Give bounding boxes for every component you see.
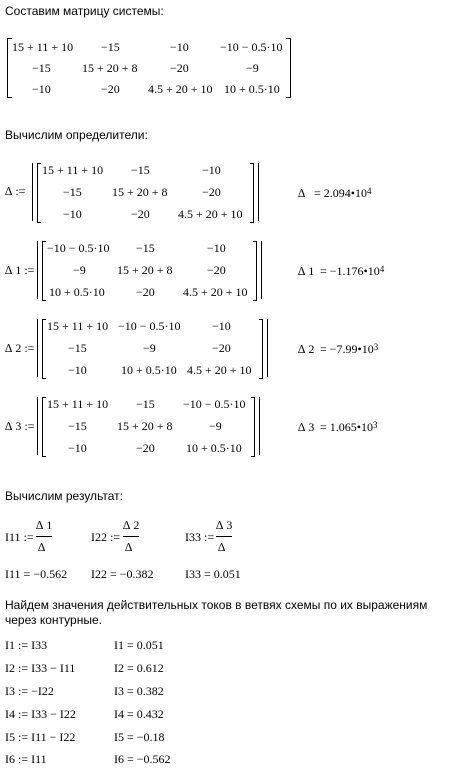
heading-result: Вычислим результат: bbox=[5, 489, 123, 503]
det-bracket-right bbox=[259, 319, 263, 379]
det-cell: −20 bbox=[136, 285, 155, 299]
heading-system-matrix: Составим матрицу системы: bbox=[5, 4, 164, 18]
heading-branch-line2: через контурные. bbox=[5, 613, 102, 627]
det-cell: 10 + 0.5·10 bbox=[121, 363, 177, 377]
determinant-result: = $1.065•10^3$ bbox=[320, 420, 378, 434]
det-cell: 15 + 11 + 10 bbox=[42, 163, 104, 177]
branch-val-i6: I6 = −0.562 bbox=[114, 752, 171, 766]
det-bracket-left bbox=[42, 397, 46, 457]
det-cell: −15 bbox=[136, 397, 155, 411]
fraction-numerator: ∆ 1 bbox=[36, 518, 53, 532]
heading-branch-line1: Найдем значения действительных токов в ветвях схемы по их выражениям bbox=[5, 598, 428, 612]
determinant-result-name: ∆ 3 bbox=[298, 420, 315, 434]
det-cell: −9 bbox=[73, 263, 86, 277]
fraction-line bbox=[36, 536, 52, 537]
det-cell: −15 bbox=[136, 241, 155, 255]
determinant-result-name: ∆ 2 bbox=[298, 342, 315, 356]
matrix-cell: −15 bbox=[32, 61, 51, 75]
branch-val-i5: I5 = −0.18 bbox=[114, 730, 165, 744]
det-bracket-left bbox=[42, 241, 46, 301]
determinant-label: ∆ 2 := bbox=[5, 341, 35, 355]
determinant-result: = $-1.176•10^4$ bbox=[320, 264, 385, 278]
matrix-cell: 10 + 0.5·10 bbox=[224, 82, 280, 96]
det-cell: −10 bbox=[202, 163, 221, 177]
det-cell: 15 + 20 + 8 bbox=[117, 263, 173, 277]
det-bar-right-outer bbox=[267, 319, 268, 377]
det-cell: 15 + 11 + 10 bbox=[47, 319, 109, 333]
fraction-lhs: I33 := bbox=[185, 530, 215, 544]
det-bar-right-outer bbox=[261, 241, 262, 299]
branch-def-i3: I3 := −I22 bbox=[5, 684, 54, 698]
det-cell: −10 − 0.5·10 bbox=[183, 397, 246, 411]
determinant-result: = $2.094•10^4$ bbox=[314, 186, 372, 200]
det-cell: 15 + 11 + 10 bbox=[47, 397, 109, 411]
det-cell: −10 bbox=[68, 363, 87, 377]
matrix-cell: −20 bbox=[170, 61, 189, 75]
branch-def-i4: I4 := I33 − I22 bbox=[5, 707, 76, 721]
fraction-lhs: I11 := bbox=[5, 530, 34, 544]
fraction-denominator: ∆ bbox=[38, 540, 46, 554]
fraction-numerator: ∆ 2 bbox=[123, 518, 140, 532]
det-cell: 15 + 20 + 8 bbox=[117, 419, 173, 433]
heading-determinants: Вычислим определители: bbox=[5, 128, 148, 142]
matrix-cell: 15 + 11 + 10 bbox=[12, 40, 74, 54]
matrix-bracket-right bbox=[286, 38, 291, 98]
det-cell: −15 bbox=[68, 341, 87, 355]
det-bar-left-outer bbox=[37, 397, 38, 455]
det-cell: −15 bbox=[63, 185, 82, 199]
det-cell: −20 bbox=[131, 207, 150, 221]
det-bracket-right bbox=[253, 241, 257, 301]
fraction-denominator: ∆ bbox=[218, 540, 226, 554]
det-bracket-left bbox=[37, 163, 41, 223]
branch-def-i5: I5 := I11 − I22 bbox=[5, 730, 76, 744]
branch-val-i4: I4 = 0.432 bbox=[114, 707, 164, 721]
det-cell: −20 bbox=[212, 341, 231, 355]
matrix-cell: 4.5 + 20 + 10 bbox=[148, 82, 213, 96]
det-cell: −10 bbox=[68, 441, 87, 455]
loop-result-i22: I22 = −0.382 bbox=[91, 567, 154, 581]
branch-def-i6: I6 := I11 bbox=[5, 752, 47, 766]
determinant-label: ∆ 3 := bbox=[5, 419, 35, 433]
branch-val-i3: I3 = 0.382 bbox=[114, 684, 164, 698]
det-cell: −10 − 0.5·10 bbox=[118, 319, 181, 333]
det-cell: 15 + 20 + 8 bbox=[112, 185, 168, 199]
det-cell: −10 bbox=[63, 207, 82, 221]
det-cell: −10 bbox=[212, 319, 231, 333]
branch-def-i1: I1 := I33 bbox=[5, 638, 48, 652]
det-cell: −15 bbox=[68, 419, 87, 433]
determinant-label: ∆ := bbox=[5, 184, 26, 198]
det-cell: −9 bbox=[209, 419, 222, 433]
matrix-cell: −10 bbox=[32, 82, 51, 96]
det-bracket-right bbox=[251, 397, 255, 457]
fraction-line bbox=[216, 536, 232, 537]
fraction-denominator: ∆ bbox=[125, 540, 133, 554]
matrix-cell: −10 − 0.5·10 bbox=[220, 40, 283, 54]
det-cell: 4.5 + 20 + 10 bbox=[178, 207, 243, 221]
det-bar-right-outer bbox=[259, 397, 260, 455]
det-cell: −10 − 0.5·10 bbox=[47, 241, 110, 255]
det-cell: −15 bbox=[131, 163, 150, 177]
branch-def-i2: I2 := I33 − I11 bbox=[5, 661, 76, 675]
loop-result-i33: I33 = 0.051 bbox=[185, 567, 241, 581]
det-bar-left-outer bbox=[37, 241, 38, 299]
fraction-numerator: ∆ 3 bbox=[216, 518, 233, 532]
det-cell: 10 + 0.5·10 bbox=[49, 285, 105, 299]
fraction-line bbox=[123, 536, 139, 537]
determinant-result-name: ∆ 1 bbox=[298, 264, 315, 278]
det-cell: −20 bbox=[136, 441, 155, 455]
matrix-cell: −20 bbox=[101, 82, 120, 96]
det-bracket-right bbox=[250, 163, 254, 223]
det-bar-right-outer bbox=[258, 163, 259, 221]
det-bar-left-outer bbox=[37, 319, 38, 377]
det-cell: −20 bbox=[202, 185, 221, 199]
det-cell: −10 bbox=[207, 241, 226, 255]
branch-val-i2: I2 = 0.612 bbox=[114, 661, 164, 675]
determinant-result: = $-7.99•10^3$ bbox=[320, 342, 379, 356]
matrix-cell: −10 bbox=[170, 40, 189, 54]
det-bar-left-outer bbox=[32, 163, 33, 221]
det-cell: 4.5 + 20 + 10 bbox=[183, 285, 248, 299]
fraction-lhs: I22 := bbox=[91, 530, 121, 544]
det-cell: −9 bbox=[143, 341, 156, 355]
determinant-label: ∆ 1 := bbox=[5, 263, 35, 277]
det-bracket-left bbox=[42, 319, 46, 379]
matrix-cell: −15 bbox=[101, 40, 120, 54]
det-cell: 4.5 + 20 + 10 bbox=[187, 363, 252, 377]
matrix-cell: 15 + 20 + 8 bbox=[82, 61, 138, 75]
det-cell: 10 + 0.5·10 bbox=[186, 441, 242, 455]
determinant-result-name: ∆ bbox=[298, 186, 306, 200]
det-cell: −20 bbox=[207, 263, 226, 277]
branch-val-i1: I1 = 0.051 bbox=[114, 638, 164, 652]
matrix-cell: −9 bbox=[246, 61, 259, 75]
loop-result-i11: I11 = −0.562 bbox=[5, 567, 68, 581]
